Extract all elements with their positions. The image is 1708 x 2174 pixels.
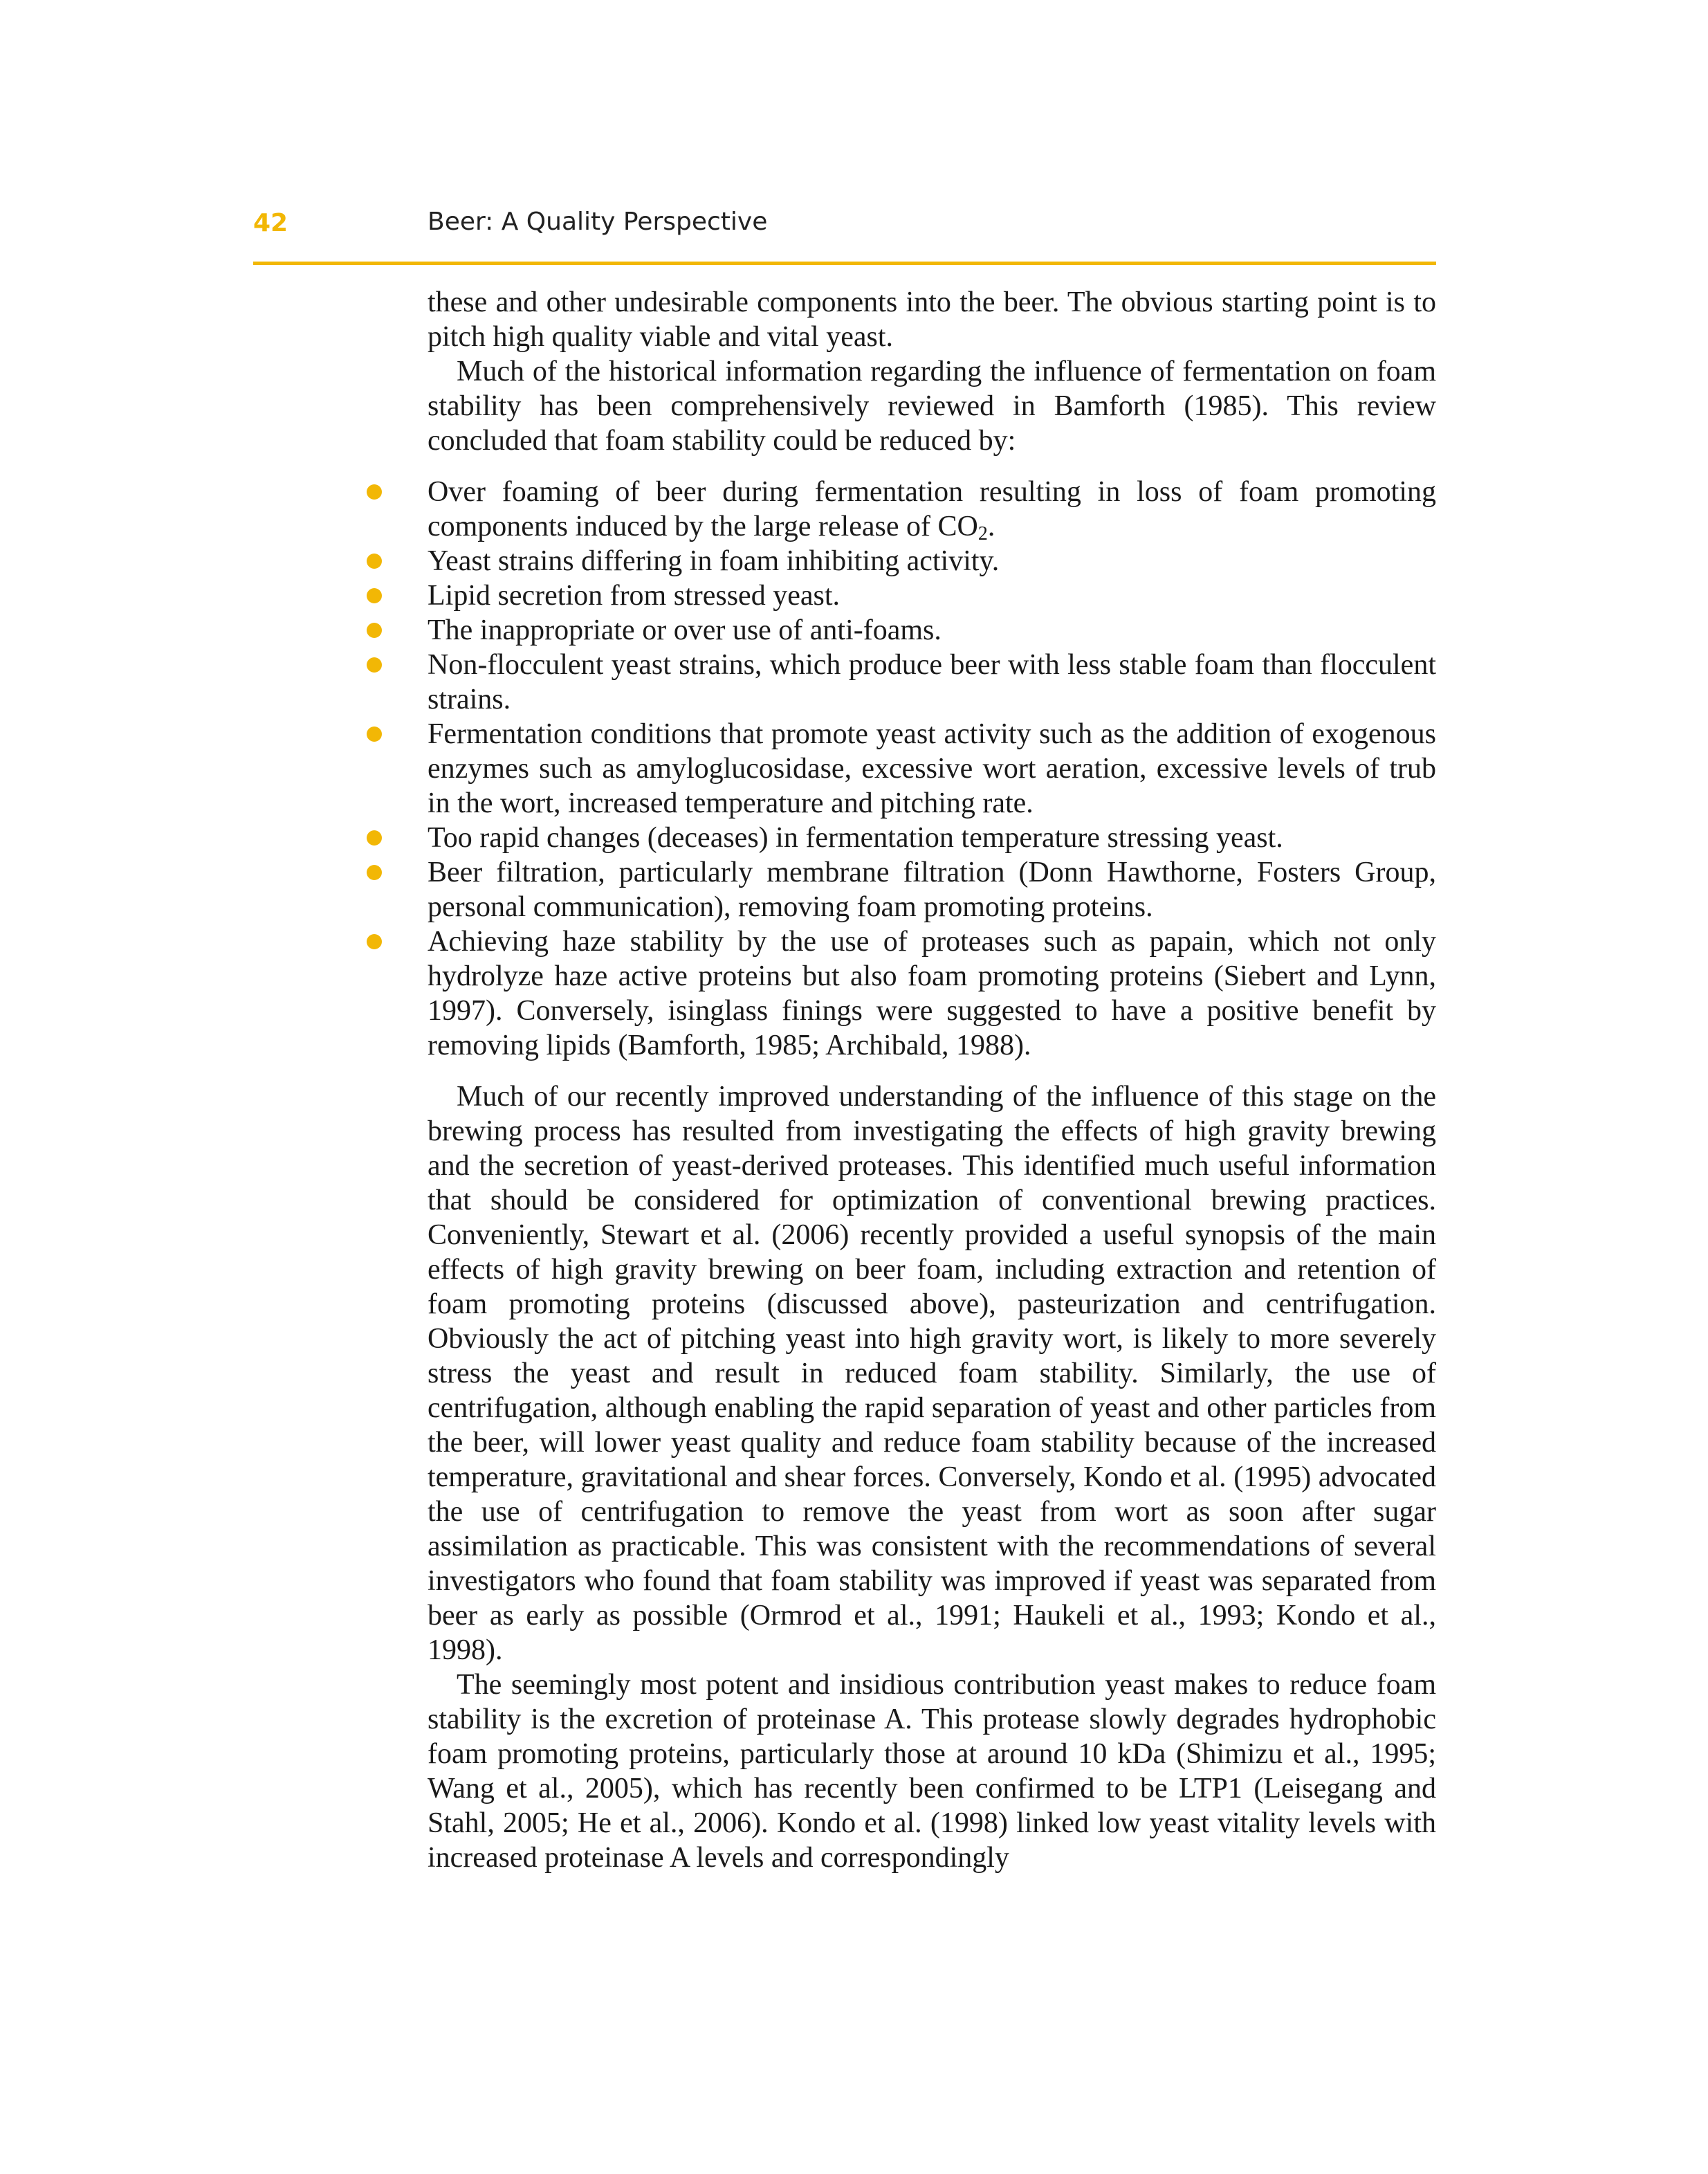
bullet-list: [428, 475, 1436, 1063]
list-item: [428, 648, 1436, 717]
list-item: [428, 578, 1436, 613]
list-item-text: Fermentation conditions that promote yeast activity such as the addition of exogenous enzymes such as amyloglucosidase, excessive wort aeration, excessive levels of trub in the wort, increased temperature and pitching rate.: [428, 718, 1436, 819]
body-text: [428, 285, 1436, 1875]
running-title: Beer: A Quality Perspective: [428, 208, 768, 236]
bullet-icon: [367, 623, 382, 638]
list-item-text: Too rapid changes (deceases) in fermentation temperature stressing yeast.: [428, 822, 1283, 854]
list-item: [428, 855, 1436, 924]
list-item: [428, 924, 1436, 1063]
page-number: 42: [253, 209, 288, 237]
list-item: [428, 717, 1436, 821]
list-item-text: Lipid secretion from stressed yeast.: [428, 580, 840, 612]
list-item: [428, 821, 1436, 855]
list-item: [428, 475, 1436, 544]
paragraph-1: these and other undesirable components into the beer. The obvious starting point is to pitch high quality viable and vital yeast.: [428, 286, 1436, 353]
bullet-icon: [367, 934, 382, 949]
bullet-icon: [367, 657, 382, 673]
bullet-icon: [367, 484, 382, 500]
list-item-text: Achieving haze stability by the use of proteases such as papain, which not only hydrolyze haze active proteins but also foam promoting proteins (Siebert and Lynn, 1997). Conversely, isinglass finings were suggested to have a positive benefit by removing lipids (Bamforth, 1985; Archibald, 1988).: [428, 926, 1436, 1061]
list-item-text: Over foaming of beer during fermentation resulting in loss of foam promoting components induced by the large release of CO: [428, 476, 1436, 542]
list-item-text: The inappropriate or over use of anti-foams.: [428, 614, 942, 646]
bullet-icon: [367, 588, 382, 603]
list-item-end: .: [987, 511, 995, 542]
bullet-icon: [367, 727, 382, 742]
bullet-icon: [367, 830, 382, 846]
paragraph-3: Much of our recently improved understanding of the influence of this stage on the brewing process has resulted from investigating the effects of high gravity brewing and the secretion of yeast-derived proteases. This identified much useful information that should be considered for optimization of conventional brewing practices. Conveniently, Stewart et al. (2006) recently provided a useful synopsis of the main effects of high gravity brewing on beer foam, including extraction and retention of foam promoting proteins (discussed above), pasteurization and centrifugation. Obviously the act of pitching yeast into high gravity wort, is likely to more severely stress the yeast and result in reduced foam stability. Similarly, the use of centrifugation, although enabling the rapid separation of yeast and other particles from the beer, will lower yeast quality and reduce foam stability because of the increased temperature, gravitational and shear forces. Conversely, Kondo et al. (1995) advocated the use of centrifugation to remove the yeast from wort as soon after sugar assimilation as practicable. This was consistent with the recommendations of several investigators who found that foam stability was improved if yeast was separated from beer as early as possible (Ormrod et al., 1991; Haukeli et al., 1993; Kondo et al., 1998).: [428, 1081, 1436, 1666]
list-item-text: Non-flocculent yeast strains, which produce beer with less stable foam than flocculent strains.: [428, 649, 1436, 715]
paragraph-2: Much of the historical information regarding the influence of fermentation on foam stability has been comprehensively reviewed in Bamforth (1985). This review concluded that foam stability could be reduced by:: [428, 356, 1436, 457]
bullet-icon: [367, 554, 382, 569]
list-item: [428, 544, 1436, 578]
bullet-icon: [367, 865, 382, 880]
list-item-text: Beer filtration, particularly membrane filtration (Donn Hawthorne, Fosters Group, personal communication), removing foam promoting proteins.: [428, 857, 1436, 923]
list-item-text: Yeast strains differing in foam inhibiting activity.: [428, 545, 1000, 577]
subscript: 2: [977, 523, 988, 545]
page-header: [253, 206, 1436, 265]
paragraph-4: The seemingly most potent and insidious contribution yeast makes to reduce foam stability is the excretion of proteinase A. This protease slowly degrades hydrophobic foam promoting proteins, particularly those at around 10 kDa (Shimizu et al., 1995; Wang et al., 2005), which has recently been confirmed to be LTP1 (Leisegang and Stahl, 2005; He et al., 2006). Kondo et al. (1998) linked low yeast vitality levels with increased proteinase A levels and correspondingly: [428, 1669, 1436, 1874]
list-item: [428, 613, 1436, 648]
